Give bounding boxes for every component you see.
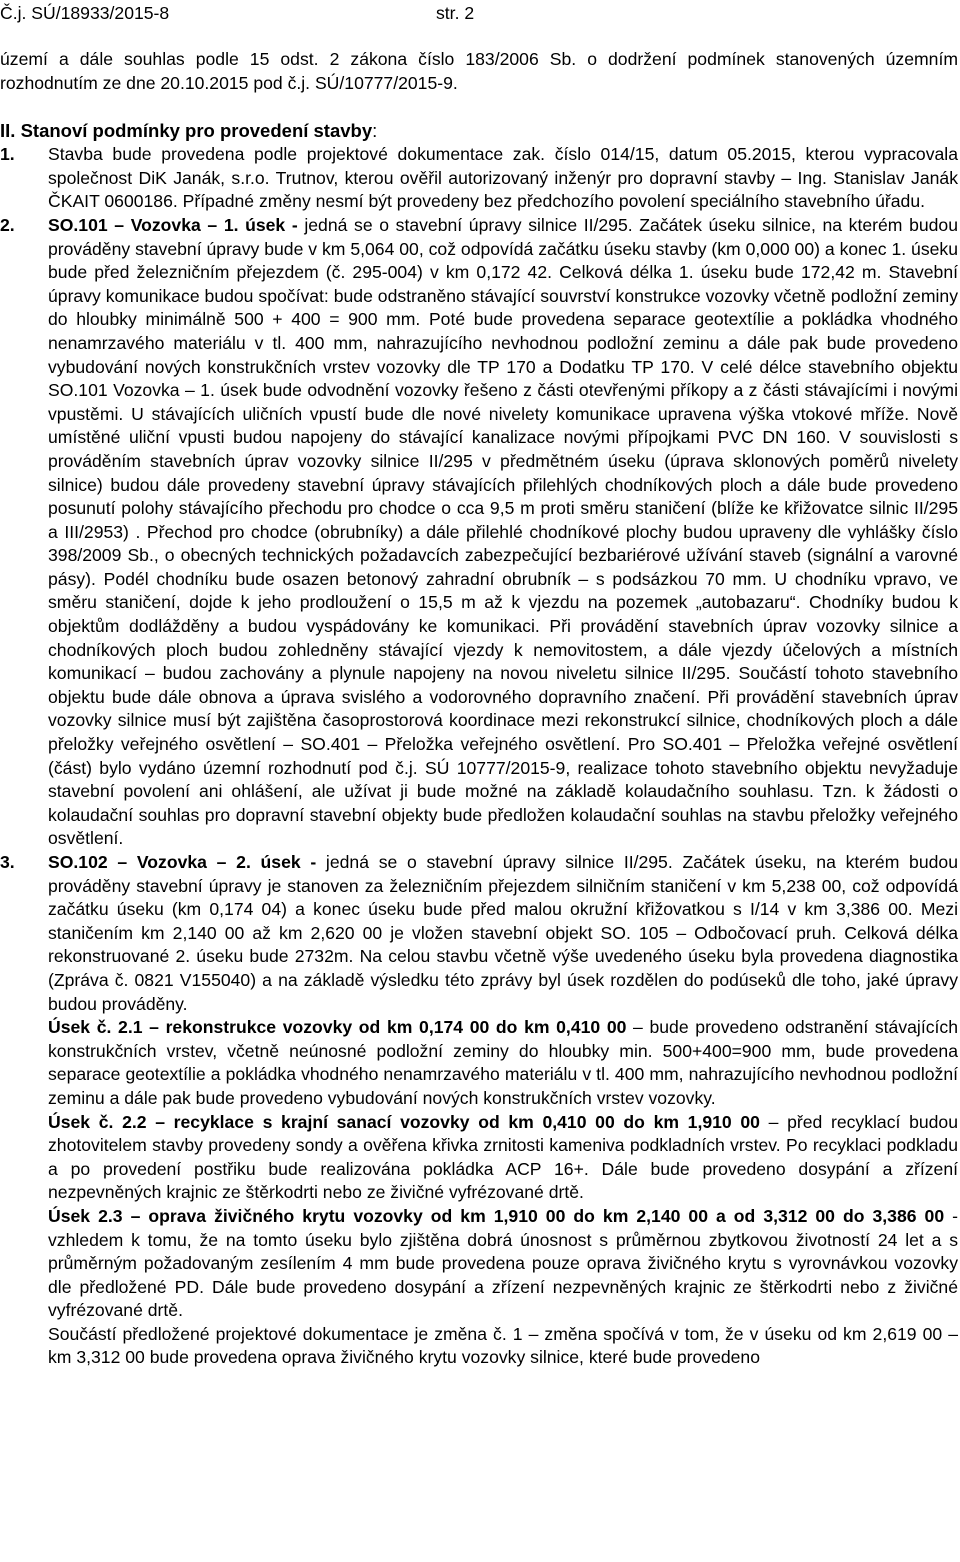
item-text: Začátek úseku, na kterém budou prováděny stavební úpravy je stanoven za železničním přejezdem silničním staničení v km 5,238 00, což odpovídá začátku úseku (km 0,174 04) a konec úseku bude před malou okružní křižovatkou s I/14 v km 3,386 00. Mezi staničením km 2,140 00 až km 2,620 00 je vložen stavební objekt SO. 105 – Odbočovací pruh. Celková délka rekonstruované 2. úseku bude 2732m. Na celou stavbu včetně výše uvedeného úseku byla provedena diagnostika (Zpráva č. 0821 V155040) a na základě výsledku této zprávy byl úsek rozdělen do podúseků dle toho, jaké úpravy budou prováděny.	[48, 852, 958, 1014]
subsection-heading: Úsek č. 2.1 – rekonstrukce vozovky od km 0,174 00 do km 0,410 00	[48, 1017, 627, 1038]
item-heading-rest: jedná se o stavební úpravy silnice II/295.	[297, 214, 640, 235]
item-heading-rest: jedná se o stavební úpravy silnice II/295.	[316, 852, 683, 872]
item-heading: SO.101 – Vozovka – 1. úsek -	[48, 214, 298, 235]
item-heading: SO.102 – Vozovka – 2. úsek -	[48, 852, 317, 872]
section-title: Stanoví podmínky pro provedení stavby	[20, 120, 373, 142]
subsection-text: – bude provedeno odstranění stávajících konstrukčních vrstev, včetně neúnosné podložní zeminy do hloubky min. 500+400=900 mm, bude provedena separace geotextílie a pokládka vhodného nenamrzavého materiálu v tl. 400 mm, nahrazujícího nevhodnou podložní zeminu a dále pak bude provedeno vybudování nových konstrukčních vrstev vozovky.	[48, 1017, 958, 1108]
list-item-2	[0, 214, 958, 851]
item-number: 2.	[0, 214, 15, 235]
item-text: Začátek úseku silnice, na kterém budou prováděny stavební úpravy bude v km 5,064 00, což odpovídá začátku úseku stavby (km 0,000 00) a konec 1. úseku bude před železničním přejezdem (č. 295-004) v km 0,172 42. Celková délka 1. úseku bude 172,42 m. Stavební úpravy komunikace budou spočívat: bude odstraněno stávající souvrství konstrukce vozovky včetně podložní zeminy do hloubky minimálně 500 + 400 = 900 mm. Poté bude provedena separace geotextílie a pokládka vhodného nenamrzavého materiálu v tl. 400 mm, nahrazujícího nevhodnou podložní zeminu a dále pak bude provedeno vybudování nových konstrukčních vrstev vozovky dle TP 170 a Dodatku TP 170. V celé délce stavebního objektu SO.101 Vozovka – 1. úsek bude odvodnění vozovky řešeno z části otevřenými příkopy a z části stávajícími i novými vpustěmi. U stávajících uličních vpustí bude dle nové nivelety komunikace upravena výška vtokové mříže. Nově umístěné uliční vpusti budou napojeny do stávající kanalizace novými přípojkami PVC DN 160. V souvislosti s prováděním stavebních úprav vozovky silnice II/295 v předmětném úseku (úprava sklonových poměrů nivelety silnice) budou dále provedeny stavební úpravy stávajících přilehlých chodníkových ploch a dále bude provedeno posunutí polohy stávajícího přechodu pro chodce o cca 9,5 m proti směru staničení (blíže ke křižovatce silnic II/295 a III/2953) . Přechod pro chodce (obrubníky) a dále přilehlé chodníkové plochy budou upraveny dle vyhlášky číslo 398/2009 Sb., o obecných technických požadavcích zabezpečující bezbariérové užívání staveb (signální a varovné pásy). Podél chodníku bude osazen betonový zahradní obrubník – s podsázkou 70 mm. U chodníku vpravo, ve směru staničení, dojde k jeho prodloužení o 15,5 m až k vjezdu na pozemek „autobazaru“. Chodníky budou k objektům dodlážděny a budou vyspádovány ke komunikaci. Při provádění stavebních úprav vozovky silnice a chodníkových ploch budou zohledněny stávající vjezdy k nemovitostem, a dále vjezdy účelových a místních komunikací – budou zachovány a plynule napojeny na novou niveletu silnice II/295. Součástí tohoto stavebního objektu bude dále obnova a úprava svislého a vodorovného dopravního značení. Při provádění stavebních úprav vozovky silnice musí být zajištěna časoprostorová koordinace mezi rekonstrukcí silnice, chodníkových ploch a dále přeložky veřejného osvětlení – SO.401 – Přeložka veřejného osvětlení. Pro SO.401 – Přeložka veřejné osvětlení (část) bylo vydáno územní rozhodnutí pod č.j. SÚ 10777/2015-9, realizace tohoto stavebního objektu nevyžaduje stavební povolení ani ohlášení, ale užívat ji bude možné na základě kolaudačního souhlasu. Tzn. k žádosti o kolaudační souhlas pro dopravní stavební objekty bude předložen kolaudační souhlas na stavbu přeložky veřejného osvětlení.	[48, 214, 958, 849]
subsection-text: – před recyklací budou zhotovitelem stavby provedeny sondy a ověřena křivka zrnitosti kameniva podkladních vrstev. Po recyklaci podkladu a po provedení postřiku bude realizována pokládka ACP 16+. Dále bude provedeno dosypání a zřízení nezpevněných krajnic ze štěrkodrti nebo ze živičné vyfrézované drtě.	[48, 1111, 958, 1203]
subsection-heading: Úsek 2.3 – oprava živičného krytu vozovky od km 1,910 00 do km 2,140 00 a od 3,312 00 do 3,386 00	[48, 1205, 945, 1226]
page-header	[0, 2, 960, 26]
subsection-2-1	[48, 1016, 958, 1110]
section-heading	[0, 119, 958, 143]
list-item-3	[0, 851, 958, 1370]
item-paragraph	[48, 214, 958, 851]
section-colon: :	[372, 120, 378, 142]
subsection-heading: Úsek č. 2.2 – recyklace s krajní sanací vozovky od km 0,410 00 do km 1,910 00	[48, 1111, 760, 1132]
item-text: Stavba bude provedena podle projektové dokumentace zak. číslo 014/15, datum 05.2015, kterou vypracovala společnost DiK Janák, s.r.o. Trutnov, kterou ověřil autorizovaný inženýr pro dopravní stavby – Ing. Stanislav Janák ČKAIT 0600186. Případné změny nesmí být provedeny bez předchozího povolení speciálního stavebního úřadu.	[48, 144, 958, 212]
item-paragraph	[48, 851, 958, 1016]
subsection-2-3	[48, 1205, 958, 1323]
intro-paragraph: území a dále souhlas podle 15 odst. 2 zákona číslo 183/2006 Sb. o dodržení podmínek stanovených územním rozhodnutím ze dne 20.10.2015 pod č.j. SÚ/10777/2015-9.	[0, 49, 958, 93]
subsection-2-2	[48, 1111, 958, 1205]
spacer	[0, 95, 958, 119]
document-body	[0, 48, 958, 1370]
subsection-text: - vzhledem k tomu, že na tomto úseku bylo zjištěna dobrá únosnost s průměrnou zbytkovou životností 24 let a s průměrným požadovaným zesílením 4 mm bude provedena pouze oprava živičného krytu s vyrovnávkou vozovky dle předložené PD. Dále bude provedeno dosypání a zřízení nezpevněných krajnic ze štěrkodrti nebo z živičné vyfrézované drtě.	[48, 1205, 958, 1321]
item-number: 1.	[0, 144, 15, 165]
page-number: str. 2	[436, 3, 475, 23]
document-reference: Č.j. SÚ/18933/2015-8	[0, 3, 170, 23]
section-number: II.	[0, 120, 16, 142]
closing-paragraph: Součástí předložené projektové dokumentace je změna č. 1 – změna spočívá v tom, že v úseku od km 2,619 00 – km 3,312 00 bude provedena oprava živičného krytu vozovky silnice, které bude provedeno	[48, 1323, 958, 1368]
item-number: 3.	[0, 852, 15, 872]
list-item-1	[0, 143, 958, 214]
